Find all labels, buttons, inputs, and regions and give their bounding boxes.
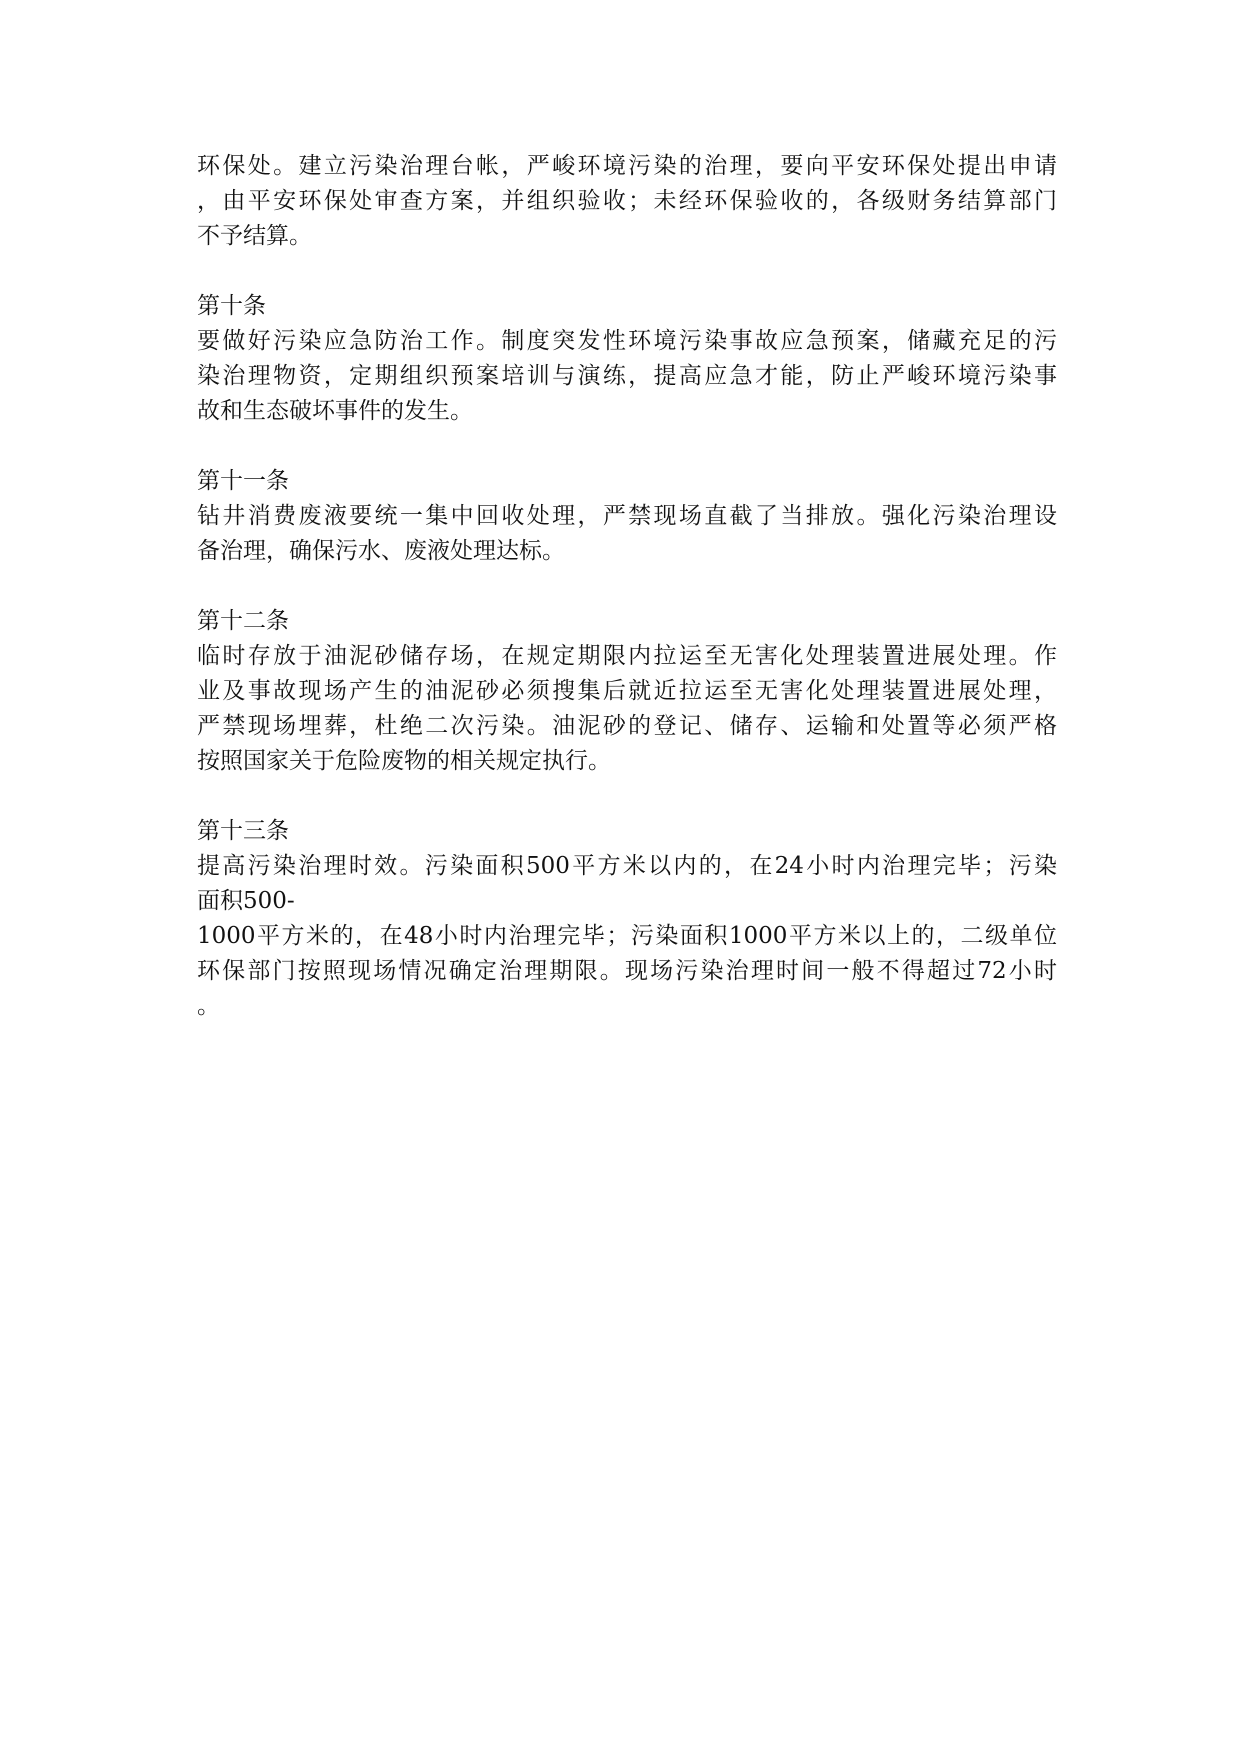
text-line: 1000平方米的，在48小时内治理完毕；污染面积1000平方米以上的，二级单位 (197, 923, 1057, 949)
text-line: 按照国家关于危险废物的相关规定执行。 (197, 748, 611, 774)
article-13 (197, 814, 1057, 1024)
article-heading: 第十一条 (197, 468, 289, 494)
text-line: 业及事故现场产生的油泥砂必须搜集后就近拉运至无害化处理装置进展处理， (197, 678, 1057, 704)
text-line: 临时存放于油泥砂储存场，在规定期限内拉运至无害化处理装置进展处理。作 (197, 643, 1057, 669)
article-heading: 第十三条 (197, 818, 289, 844)
article-12 (197, 604, 1057, 779)
text-line: 环保处。建立污染治理台帐，严峻环境污染的治理，要向平安环保处提出申请 (197, 153, 1057, 179)
text-line: 提高污染治理时效。污染面积500平方米以内的，在24小时内治理完毕；污染 (197, 853, 1057, 879)
text-line: 要做好污染应急防治工作。制度突发性环境污染事故应急预案，储藏充足的污 (197, 328, 1057, 354)
text-line: 不予结算。 (197, 223, 312, 249)
article-11 (197, 464, 1057, 569)
article-10 (197, 289, 1057, 429)
text-line: 备治理，确保污水、废液处理达标。 (197, 538, 565, 564)
text-line: 。 (197, 993, 220, 1019)
document-body (197, 149, 1057, 1059)
text-line: 故和生态破坏事件的发生。 (197, 398, 473, 424)
text-line: 严禁现场埋葬，杜绝二次污染。油泥砂的登记、储存、运输和处置等必须严格 (197, 713, 1057, 739)
text-line: 面积500- (197, 888, 295, 914)
text-line: 钻井消费废液要统一集中回收处理，严禁现场直截了当排放。强化污染治理设 (197, 503, 1057, 529)
intro-paragraph (197, 149, 1057, 254)
article-heading: 第十条 (197, 293, 266, 319)
article-heading: 第十二条 (197, 608, 289, 634)
text-line: ，由平安环保处审查方案，并组织验收；未经环保验收的，各级财务结算部门 (197, 188, 1057, 214)
text-line: 环保部门按照现场情况确定治理期限。现场污染治理时间一般不得超过72小时 (197, 958, 1057, 984)
text-line: 染治理物资，定期组织预案培训与演练，提高应急才能，防止严峻环境污染事 (197, 363, 1057, 389)
